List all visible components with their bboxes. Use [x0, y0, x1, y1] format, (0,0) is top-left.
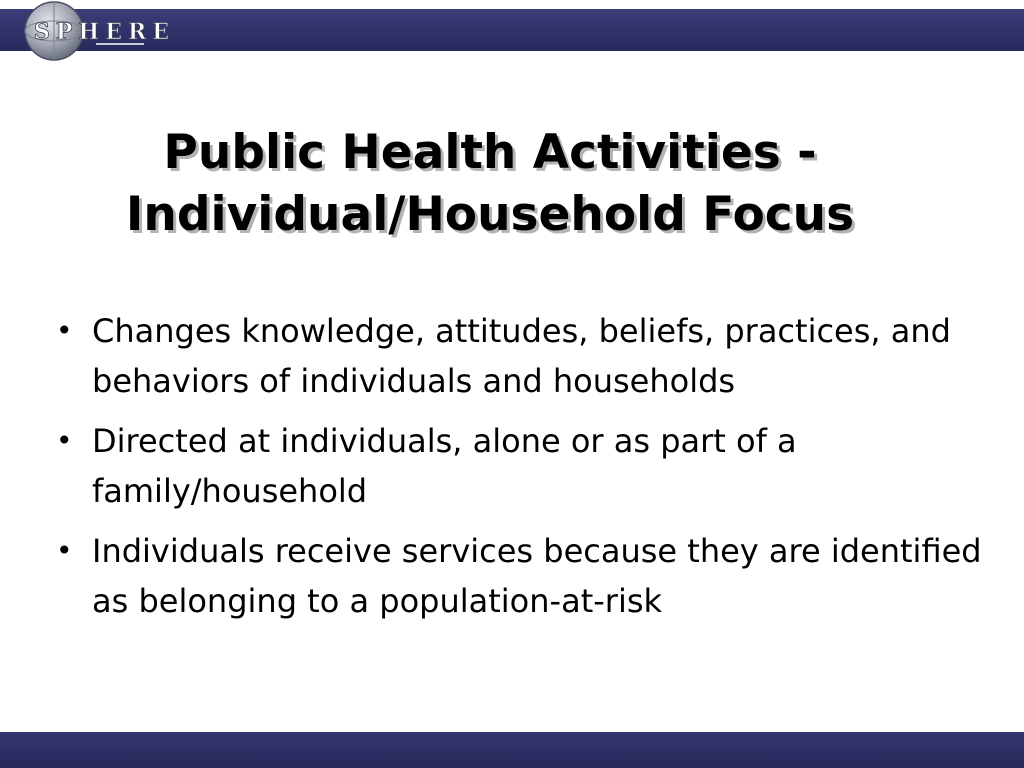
bullet-list — [52, 306, 1012, 636]
sphere-logo — [20, 0, 176, 62]
slide-title — [0, 122, 980, 246]
bullet-item — [52, 526, 1012, 626]
bullet-item — [52, 416, 1012, 516]
bullet-icon: • — [56, 534, 73, 567]
bullet-icon: • — [56, 314, 73, 347]
bullet-text: Changes knowledge, attitudes, beliefs, practices, and behaviors of individuals and households — [92, 312, 951, 400]
title-line-2: Individual/Household Focus — [125, 187, 855, 242]
bullet-item — [52, 306, 1012, 406]
footer-band — [0, 732, 1024, 768]
logo-text: SPHERE — [34, 19, 176, 45]
title-line-1: Public Health Activities - — [163, 125, 817, 180]
bullet-text: Individuals receive services because they are identified as belonging to a population-at-risk — [92, 532, 982, 620]
bullet-icon: • — [56, 424, 73, 457]
bullet-text: Directed at individuals, alone or as part of a family/household — [92, 422, 797, 510]
